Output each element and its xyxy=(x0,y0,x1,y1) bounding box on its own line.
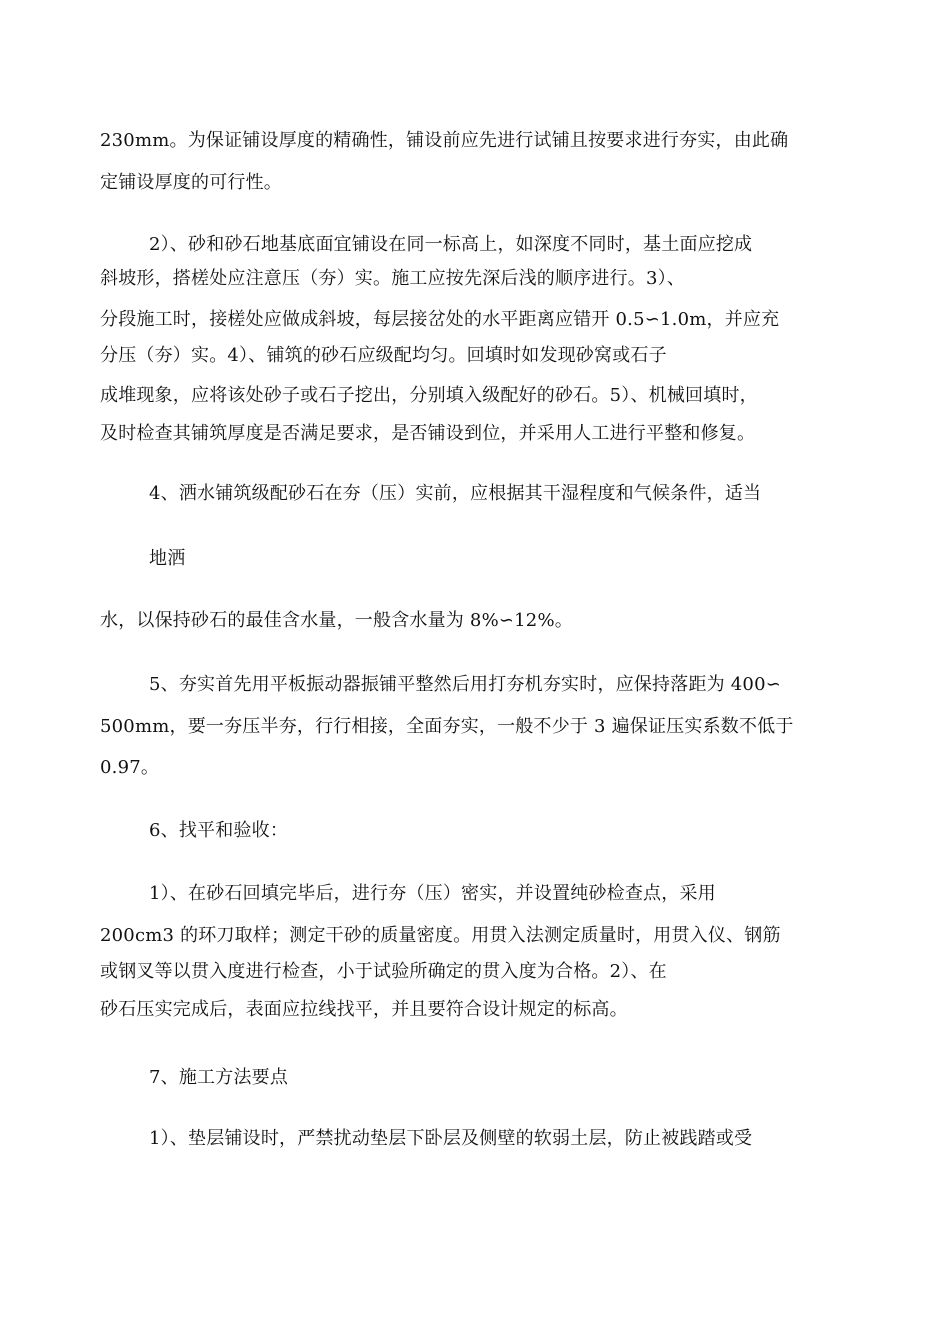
paragraph-line: 定铺设厚度的可行性。 xyxy=(100,172,282,193)
paragraph-line: 200cm3 的环刀取样；测定干砂的质量密度。用贯入法测定质量时，用贯入仪、钢筋 xyxy=(100,925,781,946)
paragraph-line: 斜坡形，搭槎处应注意压（夯）实。施工应按先深后浅的顺序进行。3）、 xyxy=(100,268,686,289)
section-heading: 7、施工方法要点 xyxy=(149,1067,289,1088)
paragraph-line: 及时检查其铺筑厚度是否满足要求，是否铺设到位，并采用人工进行平整和修复。 xyxy=(100,423,756,444)
paragraph-line: 水，以保持砂石的最佳含水量，一般含水量为 8%∽12%。 xyxy=(100,610,573,631)
paragraph-line: 4、洒水铺筑级配砂石在夯（压）实前，应根据其干湿程度和气候条件，适当 xyxy=(149,483,762,504)
paragraph-line: 2）、砂和砂石地基底面宜铺设在同一标高上，如深度不同时，基土面应挖成 xyxy=(149,234,753,255)
paragraph-line: 230mm。为保证铺设厚度的精确性，铺设前应先进行试铺且按要求进行夯实，由此确 xyxy=(100,130,789,151)
paragraph-line: 或钢叉等以贯入度进行检查，小于试验所确定的贯入度为合格。2）、在 xyxy=(100,961,667,982)
paragraph-line: 分段施工时，接槎处应做成斜坡，每层接岔处的水平距离应错开 0.5∽1.0m，并应充 xyxy=(100,309,780,330)
paragraph-line: 分压（夯）实。4）、铺筑的砂石应级配均匀。回填时如发现砂窝或石子 xyxy=(100,345,667,366)
paragraph-line: 1）、垫层铺设时，严禁扰动垫层下卧层及侧壁的软弱土层，防止被践踏或受 xyxy=(149,1128,753,1149)
paragraph-line: 500mm，要一夯压半夯，行行相接，全面夯实，一般不少于 3 遍保证压实系数不低于 xyxy=(100,716,794,737)
paragraph-line: 5、夯实首先用平板振动器振铺平整然后用打夯机夯实时，应保持落距为 400∽ xyxy=(149,674,782,695)
section-heading: 6、找平和验收： xyxy=(149,820,289,841)
paragraph-line: 成堆现象，应将该处砂子或石子挖出，分别填入级配好的砂石。5）、机械回填时， xyxy=(100,385,758,406)
paragraph-line: 地洒 xyxy=(149,548,186,569)
paragraph-line: 砂石压实完成后，表面应拉线找平，并且要符合设计规定的标高。 xyxy=(100,999,628,1020)
paragraph-line: 1）、在砂石回填完毕后，进行夯（压）密实，并设置纯砂检查点，采用 xyxy=(149,883,716,904)
paragraph-line: 0.97。 xyxy=(100,757,160,778)
